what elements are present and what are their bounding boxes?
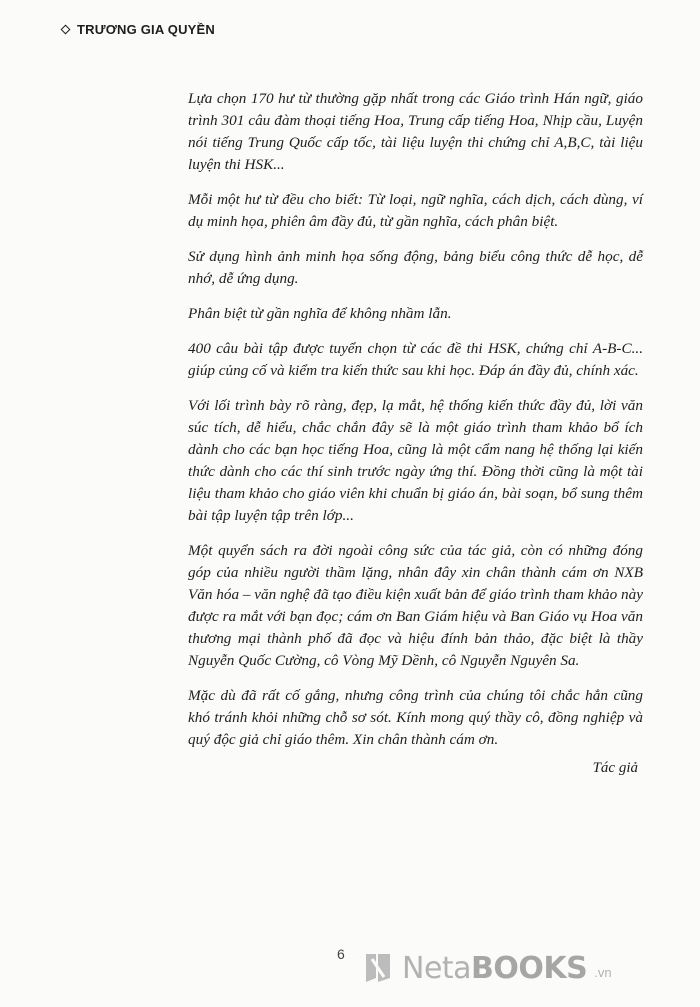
running-header — [62, 22, 215, 37]
paragraph-7: Một quyển sách ra đời ngoài công sức của tác giả, còn có những đóng góp của nhiều người thầm lặng, nhân đây xin chân thành cám ơn NXB Văn hóa – văn nghệ đã tạo điều kiện xuất bản để giáo trình tham khảo này được ra mắt với bạn đọc; cám ơn Ban Giám hiệu và Ban Giáo vụ Hoa văn thương mại thành phố đã đọc và hiệu đính bản thảo, đặc biệt là thầy Nguyễn Quốc Cường, cô Vòng Mỹ Dềnh, cô Nguyễn Nguyên Sa. — [188, 542, 643, 669]
watermark-brand-bold: BOOKS — [471, 950, 588, 986]
paragraph-1: Lựa chọn 170 hư từ thường gặp nhất trong các Giáo trình Hán ngữ, giáo trình 301 câu đàm thoại tiếng Hoa, Trung cấp tiếng Hoa, Nhịp cầu, Luyện nói tiếng Trung Quốc cấp tốc, tài liệu luyện thi chứng chỉ A,B,C, tài liệu luyện thi HSK... — [188, 90, 643, 173]
paragraph-3: Sử dụng hình ảnh minh họa sống động, bảng biểu công thức dễ học, dễ nhớ, dễ ứng dụng. — [188, 248, 643, 287]
netabooks-logo-icon — [360, 950, 396, 986]
watermark-tld: .vn — [594, 965, 612, 980]
watermark-brand-light: Neta — [402, 950, 472, 986]
paragraph-5: 400 câu bài tập được tuyển chọn từ các đề thi HSK, chứng chỉ A-B-C... giúp củng cố và kiểm tra kiến thức sau khi học. Đáp án đầy đủ, chính xác. — [188, 340, 643, 379]
paragraph-6: Với lối trình bày rõ ràng, đẹp, lạ mắt, hệ thống kiến thức đầy đủ, lời văn súc tích, dễ hiểu, chắc chắn đây sẽ là một giáo trình tham khảo bổ ích dành cho các bạn học tiếng Hoa, cũng là một cẩm nang hệ thống lại kiến thức dành cho các thí sinh trước ngày ứng thí. Đồng thời cũng là một tài liệu tham khảo cho giáo viên khi chuẩn bị giáo án, bài soạn, bổ sung thêm bài tập luyện tập trên lớp... — [188, 397, 643, 524]
diamond-bullet-icon — [61, 25, 71, 35]
netabooks-watermark — [360, 950, 612, 986]
preface-body — [188, 88, 643, 764]
signature: Tác giả — [592, 760, 638, 776]
paragraph-4: Phân biệt từ gần nghĩa để không nhầm lẫn. — [188, 305, 452, 322]
paragraph-8: Mặc dù đã rất cố gắng, nhưng công trình của chúng tôi chắc hẳn cũng khó tránh khỏi những chỗ sơ sót. Kính mong quý thầy cô, đồng nghiệp và quý độc giả chỉ giáo thêm. Xin chân thành cám ơn. — [188, 687, 643, 748]
paragraph-2: Mỗi một hư từ đều cho biết: Từ loại, ngữ nghĩa, cách dịch, cách dùng, ví dụ minh họa, phiên âm đầy đủ, từ gần nghĩa, cách phân biệt. — [188, 191, 643, 230]
watermark-text — [402, 951, 587, 986]
header-title: TRƯƠNG GIA QUYỀN — [77, 22, 215, 37]
page-number: 6 — [337, 946, 345, 962]
